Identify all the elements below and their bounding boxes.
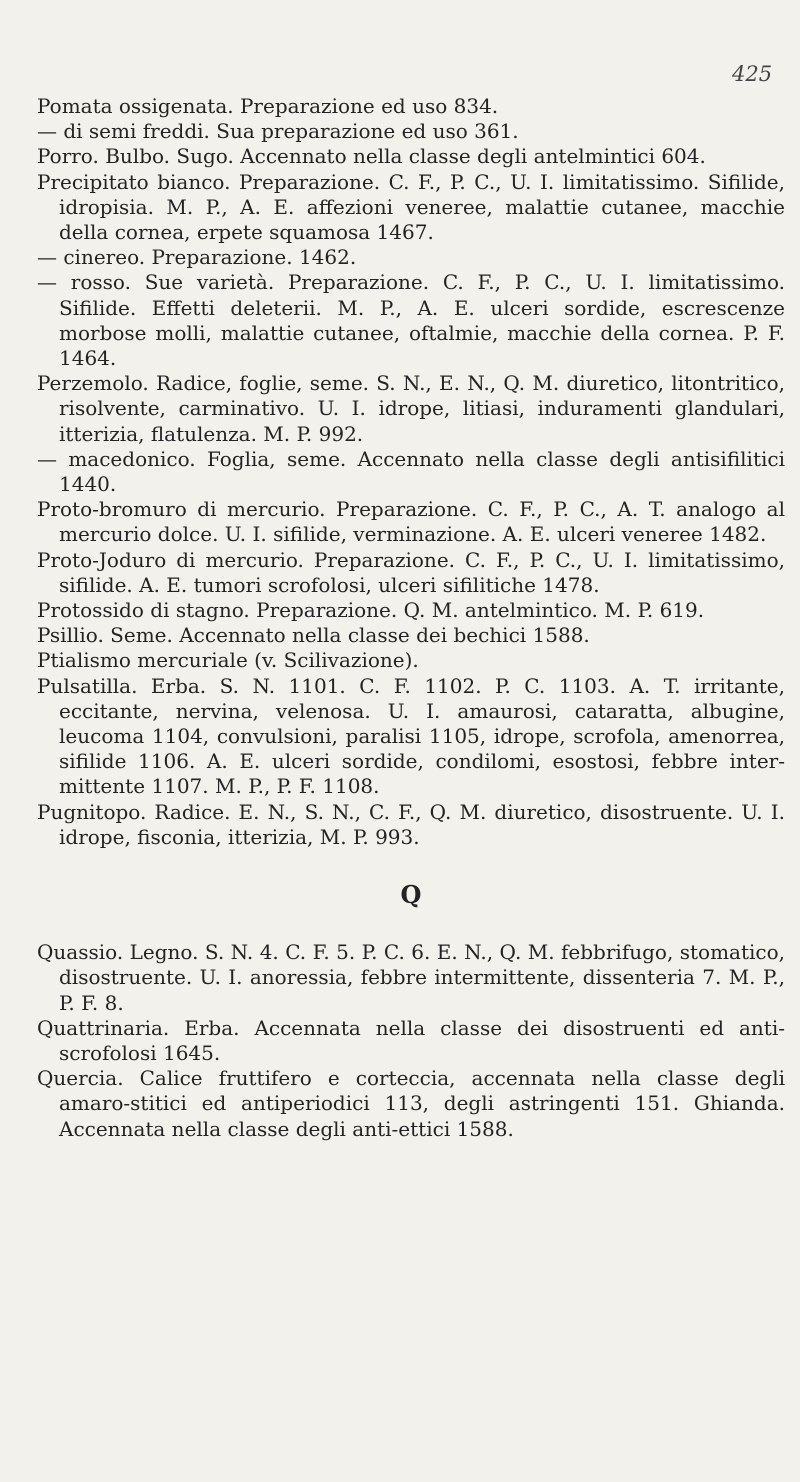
index-entry: — macedonico. Foglia, seme. Accennato nella classe degli antisifilitici 1440.: [37, 446, 785, 497]
index-entry: Pulsatilla. Erba. S. N. 1101. C. F. 1102. P. C. 1103. A. T. irritante, eccitante, nervina, velenosa. U. I. amaurosi, cataratta, albugine, leucoma 1104, convulsioni, paralisi 1105, idrope, scrofola, amenorrea, sifilide 1106. A. E. ulceri sordide, condilomi, esostosi, febbre intermittente 1107. M. P., P. F. 1108.: [37, 673, 785, 799]
index-entry: Quercia. Calice fruttifero e corteccia, accennata nella classe degli amaro-stitici ed antiperiodici 113, degli astringenti 151. Ghianda. Accennata nella classe degli anti-ettici 1588.: [37, 1066, 785, 1141]
index-entry: — rosso. Sue varietà. Preparazione. C. F., P. C., U. I. limitatissimo. Sifilide. Effetti deleterii. M. P., A. E. ulceri sordide, escrescenze morbose molli, malattie cutanee, oftalmie, macchie della cornea. P. F. 1464.: [37, 270, 785, 371]
index-entry: — cinereo. Preparazione. 1462.: [37, 245, 357, 270]
section-letter-heading: Q: [400, 880, 422, 910]
index-entry: — di semi freddi. Sua preparazione ed uso 361.: [37, 119, 519, 144]
index-entry: Psillio. Seme. Accennato nella classe dei bechici 1588.: [37, 623, 590, 648]
index-entry: Perzemolo. Radice, foglie, seme. S. N., E. N., Q. M. diuretico, litontritico, risolvente, carminativo. U. I. idrope, litiasi, induramenti glandulari, itterizia, flatulenza. M. P. 992.: [37, 371, 785, 446]
index-entry: Precipitato bianco. Preparazione. C. F., P. C., U. I. limitatissimo. Sifilide, idropisia. M. P., A. E. affezioni veneree, malattie cutanee, macchie della cornea, erpete squamosa 1467.: [37, 169, 785, 245]
index-entry: Proto-bromuro di mercurio. Preparazione. C. F., P. C., A. T. analogo al mercurio dolce. U. I. sifilide, verminazione. A. E. ulceri veneree 1482.: [37, 497, 785, 547]
index-entry: Porro. Bulbo. Sugo. Accennato nella classe degli antelmintici 604.: [37, 144, 706, 169]
index-entries: [37, 94, 785, 1142]
index-entry: Quattrinaria. Erba. Accennata nella classe dei disostruenti ed anti-scrofolosi 1645.: [37, 1015, 785, 1065]
index-entry: Quassio. Legno. S. N. 4. C. F. 5. P. C. 6. E. N., Q. M. febbrifugo, stomatico, disostruente. U. I. anoressia, febbre intermittente, dissenteria 7. M. P., P. F. 8.: [37, 940, 785, 1015]
index-entry: Proto-Joduro di mercurio. Preparazione. C. F., P. C., U. I. limitatissimo, sifilide. A. E. tumori scrofolosi, ulceri sifilitiche 1478.: [37, 547, 785, 597]
index-entry: Pomata ossigenata. Preparazione ed uso 834.: [37, 94, 499, 118]
index-entry: Ptialismo mercuriale (v. Scilivazione).: [37, 648, 419, 673]
page-number: 425: [732, 62, 773, 86]
index-entry: Protossido di stagno. Preparazione. Q. M. antelmintico. M. P. 619.: [37, 598, 705, 623]
index-entry: Pugnitopo. Radice. E. N., S. N., C. F., Q. M. diuretico, disostruente. U. I. idrope, fisconia, itterizia, M. P. 993.: [37, 799, 785, 849]
